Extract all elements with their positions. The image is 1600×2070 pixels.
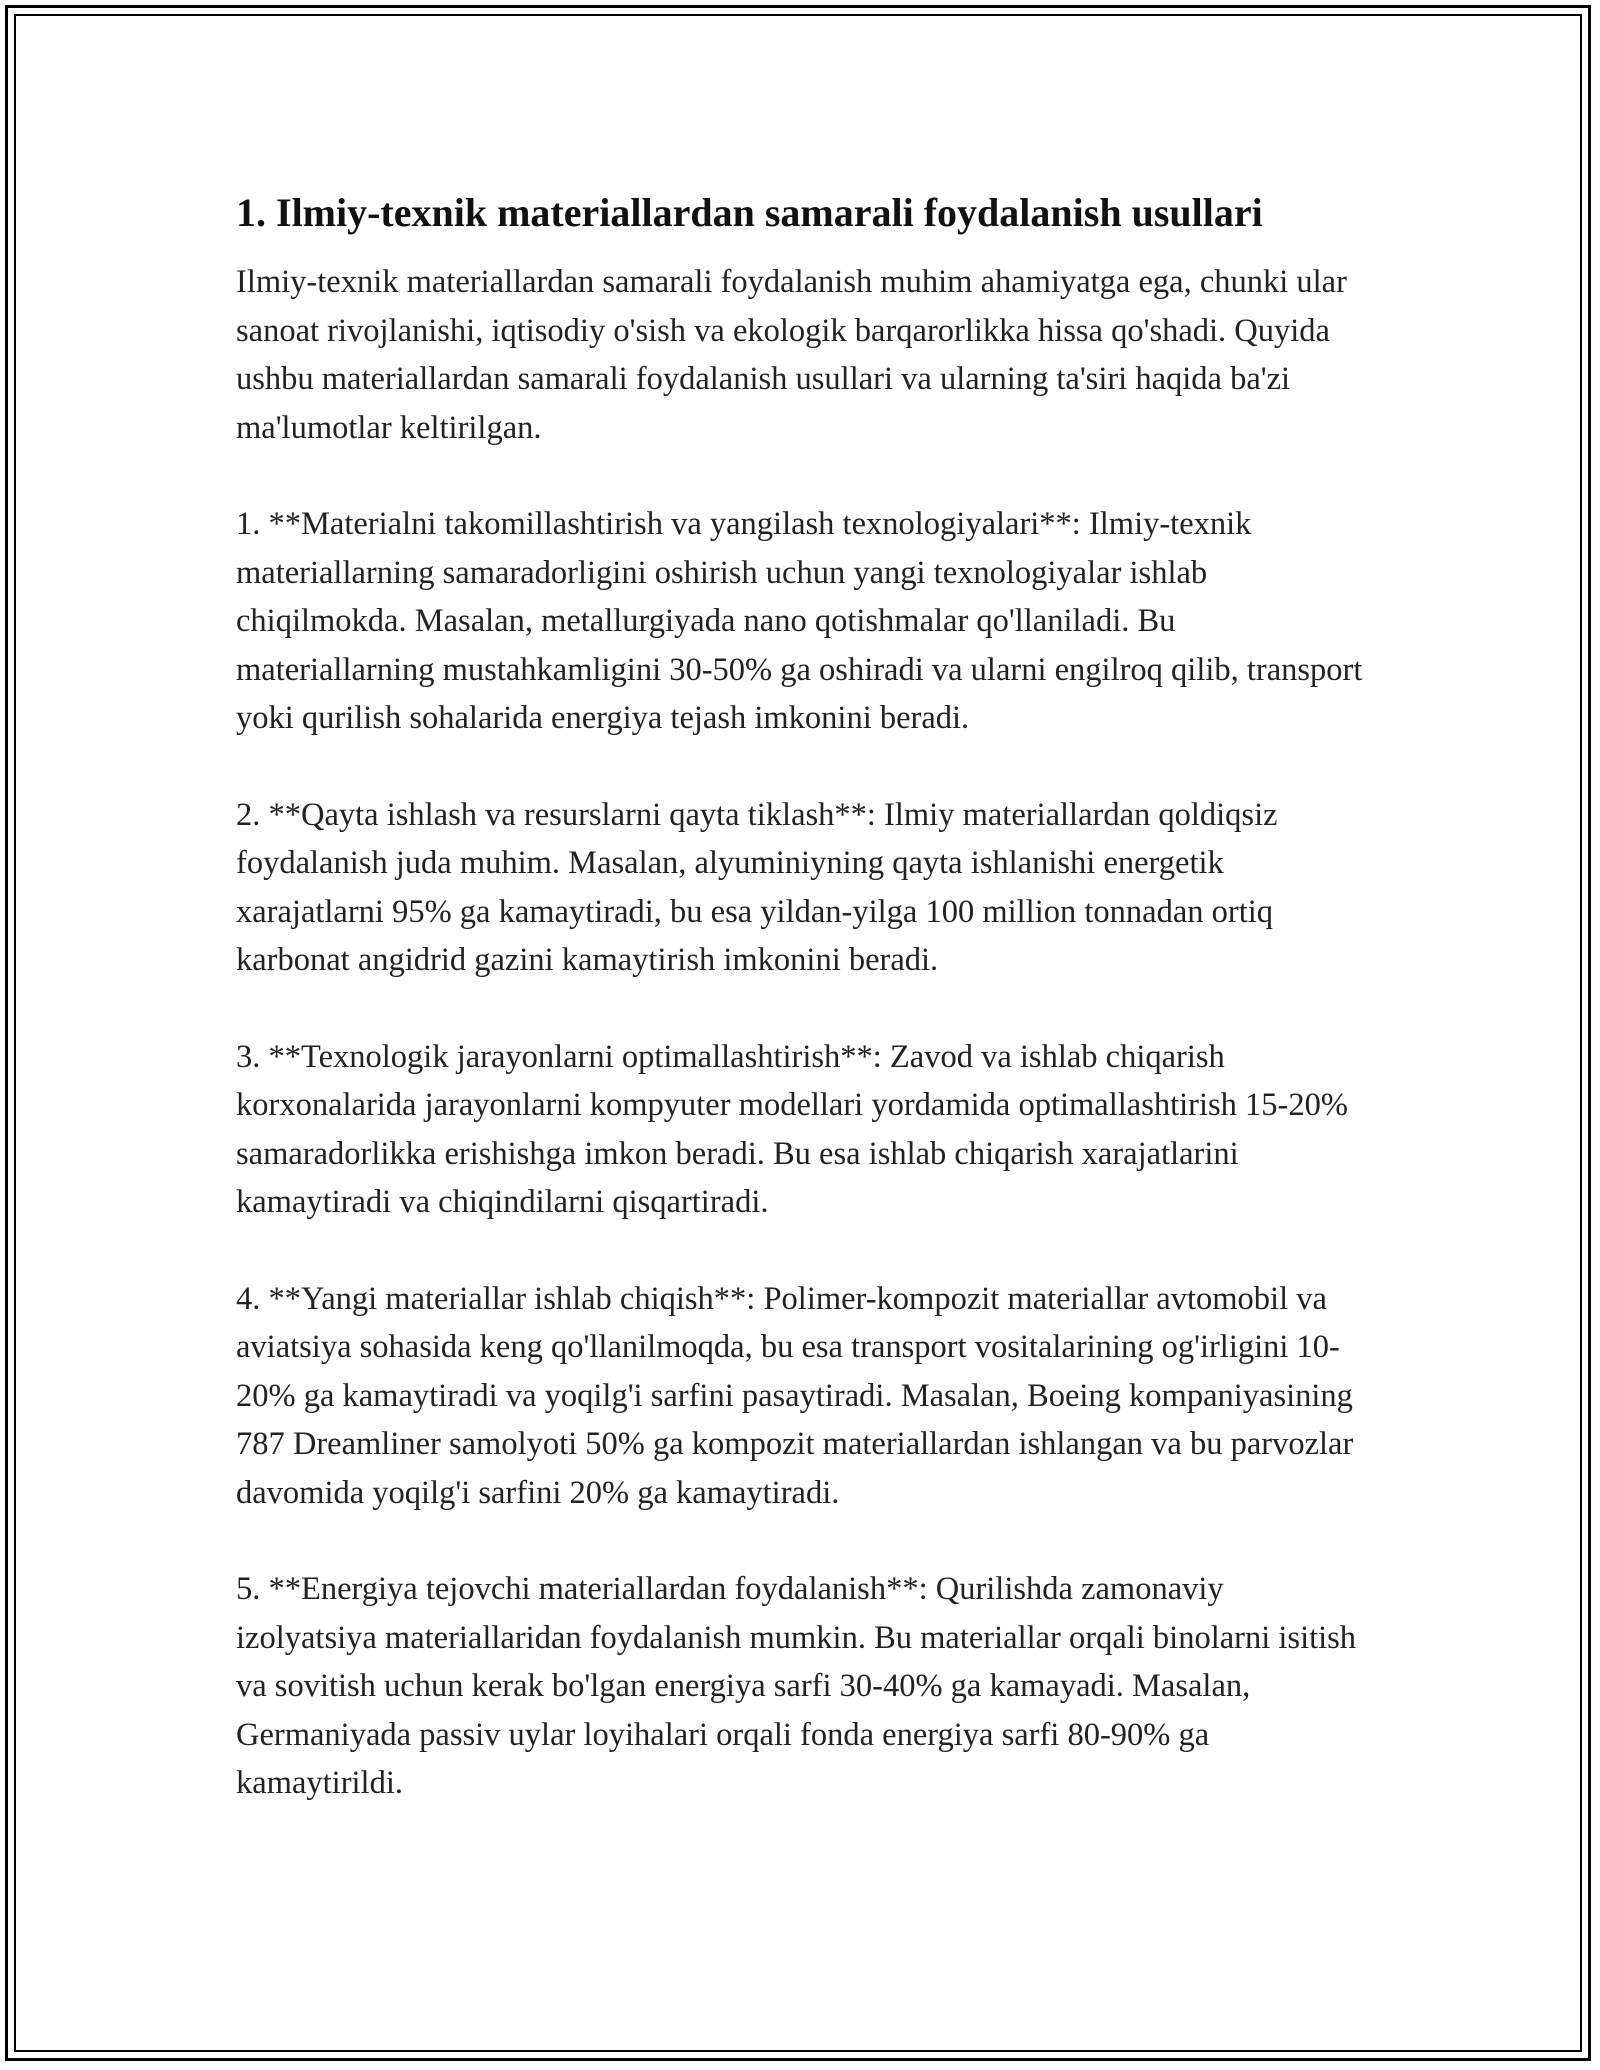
list-item: 5. **Energiya tejovchi materiallardan foydalanish**: Qurilishda zamonaviy izolyatsiya materiallaridan foydalanish mumkin. Bu materiallar orqali binolarni isitish va sovitish uchun kerak bo'lgan energiya sarfi 30-40% ga kamayadi. Masalan, Germaniyada passiv uylar loyihalari orqali fonda energiya sarfi 80-90% ga kamaytirildi.	[236, 1571, 1357, 1801]
intro-paragraph: Ilmiy-texnik materiallardan samarali foydalanish muhim ahamiyatga ega, chunki ular sanoat rivojlanishi, iqtisodiy o'sish va ekologik barqarorlikka hissa qo'shadi. Quyida ushbu materiallardan samarali foydalanish usullari va ularning ta'siri haqida ba'zi ma'lumotlar keltirilgan.	[236, 264, 1347, 446]
document-title: 1. Ilmiy-texnik materiallardan samarali foydalanish usullari	[236, 190, 1263, 235]
list-item: 3. **Texnologik jarayonlarni optimallashtirish**: Zavod va ishlab chiqarish korxonalarida jarayonlarni kompyuter modellari yordamida optimallashtirish 15-20% samaradorlikka erishishga imkon beradi. Bu esa ishlab chiqarish xarajatlarini kamaytiradi va chiqindilarni qisqartiradi.	[236, 1038, 1348, 1220]
list-item: 2. **Qayta ishlash va resurslarni qayta tiklash**: Ilmiy materiallardan qoldiqsiz foydalanish juda muhim. Masalan, alyuminiyning qayta ishlanishi energetik xarajatlarni 95% ga kamaytiradi, bu esa yildan-yilga 100 million tonnadan ortiq karbonat angidrid gazini kamaytirish imkonini beradi.	[236, 796, 1278, 978]
document-body	[236, 186, 1372, 1856]
list-item: 1. **Materialni takomillashtirish va yangilash texnologiyalari**: Ilmiy-texnik materiallarning samaradorligini oshirish uchun yangi texnologiyalar ishlab chiqilmokda. Masalan, metallurgiyada nano qotishmalar qo'llaniladi. Bu materiallarning mustahkamligini 30-50% ga oshiradi va ularni engilroq qilib, transport yoki qurilish sohalarida energiya tejash imkonini beradi.	[236, 506, 1363, 736]
list-item: 4. **Yangi materiallar ishlab chiqish**: Polimer-kompozit materiallar avtomobil va aviatsiya sohasida keng qo'llanilmoqda, bu esa transport vositalarining og'irligini 10-20% ga kamaytiradi va yoqilg'i sarfini pasaytiradi. Masalan, Boeing kompaniyasining 787 Dreamliner samolyoti 50% ga kompozit materiallardan ishlangan va bu parvozlar davomida yoqilg'i sarfini 20% ga kamaytiradi.	[236, 1280, 1354, 1511]
